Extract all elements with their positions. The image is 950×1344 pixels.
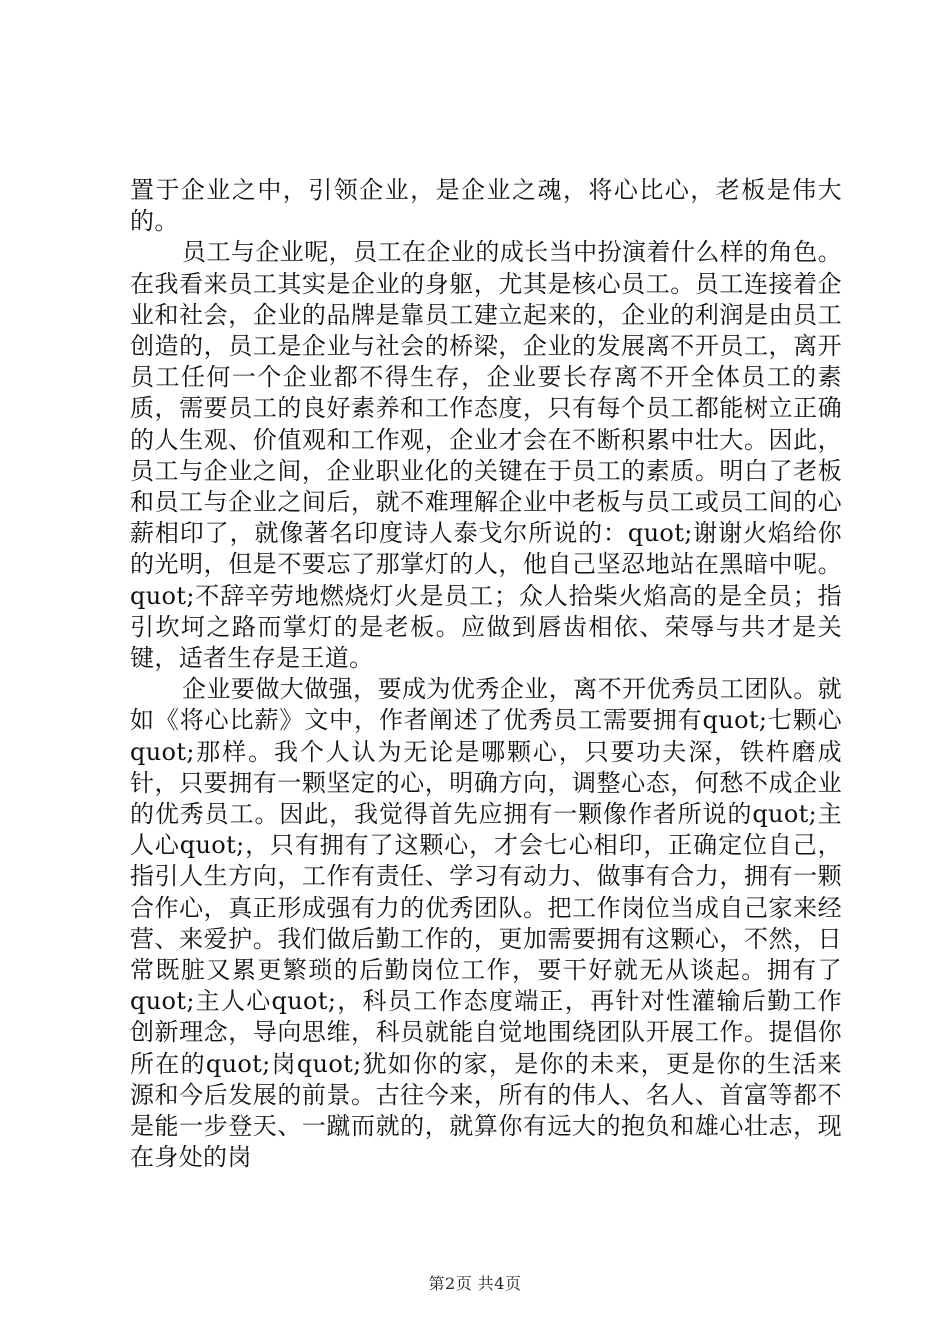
paragraph-excellent-team: 企业要做大做强，要成为优秀企业，离不开优秀员工团队。就如《将心比薪》文中，作者阐述了优秀员工需要拥有quot;七颗心quot;那样。我个人认为无论是哪颗心，只要功夫深，铁杵磨成针，只要拥有一颗坚定的心，明确方向，调整心态，何愁不成企业的优秀员工。因此，我觉得首先应拥有一颗像作者所说的quot;主人心quot;，只有拥有了这颗心，才会七心相印，正确定位自己，指引人生方向，工作有责任、学习有动力、做事有合力，拥有一颗合作心，真正形成强有力的优秀团队。把工作岗位当成自己家来经营、来爱护。我们做后勤工作的，更加需要拥有这颗心，不然，日常既脏又累更繁琐的后勤岗位工作，要干好就无从谈起。拥有了quot;主人心quot;，科员工作态度端正，再针对性灌输后勤工作创新理念，导向思维，科员就能自觉地围绕团队开展工作。提倡你所在的quot;岗quot;犹如你的家，是你的未来，更是你的生活来源和今后发展的前景。古往今来，所有的伟人、名人、首富等都不是能一步登天、一蹴而就的，就算你有远大的抱负和雄心壮志，现在身处的岗 (130, 675, 842, 1172)
paragraph-employee-role: 员工与企业呢，员工在企业的成长当中扮演着什么样的角色。在我看来员工其实是企业的身躯，尤其是核心员工。员工连接着企业和社会，企业的品牌是靠员工建立起来的，企业的利润是由员工创造的，员工是企业与社会的桥梁，企业的发展离不开员工，离开员工任何一个企业都不得生存，企业要长存离不开全体员工的素质，需要员工的良好素养和工作态度，只有每个员工都能树立正确的人生观、价值观和工作观，企业才会在不断积累中壮大。因此，员工与企业之间，企业职业化的关键在于员工的素质。明白了老板和员工与企业之间后，就不难理解企业中老板与员工或员工间的心薪相印了，就像著名印度诗人泰戈尔所说的：quot;谢谢火焰给你的光明，但是不要忘了那掌灯的人，他自己坚忍地站在黑暗中呢。quot;不辞辛劳地燃烧灯火是员工；众人拾柴火焰高的是全员；指引坎坷之路而掌灯的是老板。应做到唇齿相依、荣辱与共才是关键，适者生存是王道。 (130, 238, 842, 673)
paragraph-continuation: 置于企业之中，引领企业，是企业之魂，将心比心，老板是伟大的。 (130, 176, 842, 236)
document-body (130, 175, 842, 1174)
page-number-footer: 第2页 共4页 (428, 1274, 522, 1293)
